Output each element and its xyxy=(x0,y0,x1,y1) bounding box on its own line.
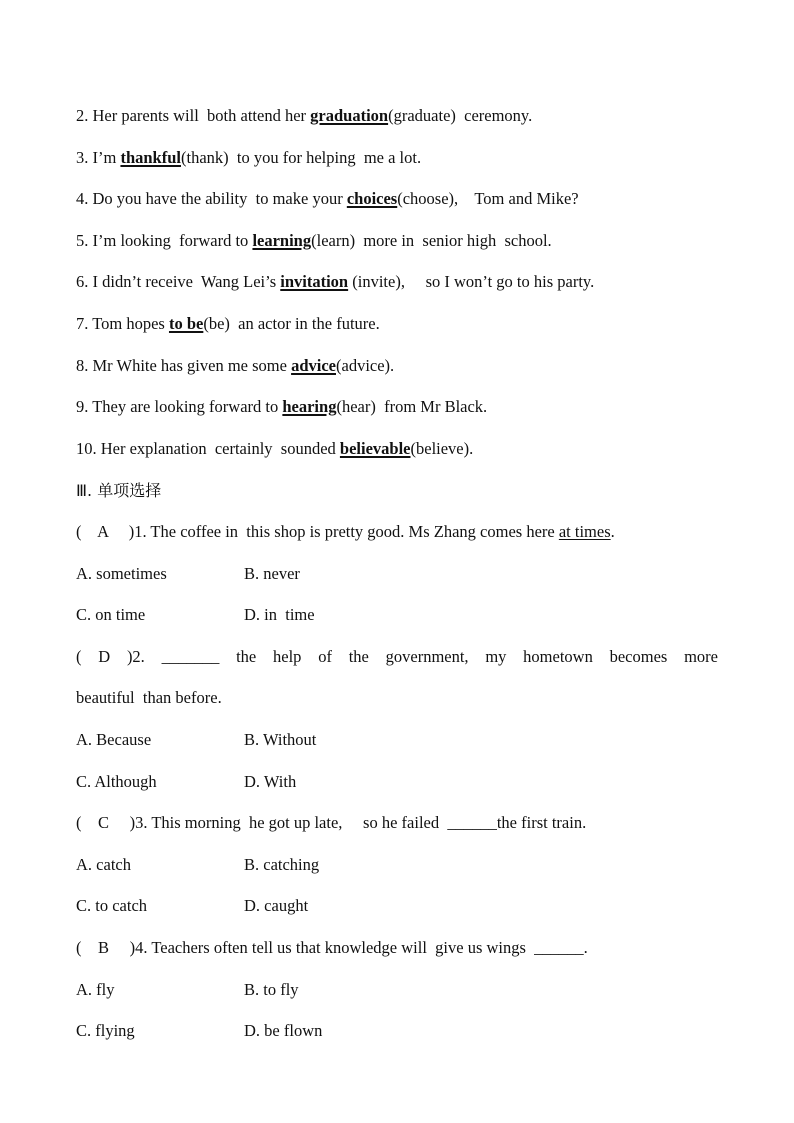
fill-item: 4. Do you have the ability to make your choices(choose), Tom and Mike? xyxy=(76,189,579,208)
option-a: A. Because xyxy=(76,730,152,749)
option-a: A. fly xyxy=(76,980,115,999)
fill-item: 5. I’m looking forward to learning(learn) more in senior high school. xyxy=(76,231,552,250)
answer: hearing xyxy=(282,397,337,416)
fill-item: 2. Her parents will both attend her graduation(graduate) ceremony. xyxy=(76,106,533,125)
option-a: A. sometimes xyxy=(76,564,167,583)
question-stem: ( A )1. The coffee in this shop is pretty good. Ms Zhang comes here at times. xyxy=(76,522,615,541)
option-d: D. be flown xyxy=(244,1021,323,1040)
underlined-phrase: at times xyxy=(558,522,611,541)
option-c: C. on time xyxy=(76,605,146,624)
section-heading: Ⅲ. 单项选择 xyxy=(76,481,162,500)
answer: graduation xyxy=(310,106,389,125)
option-d: D. With xyxy=(244,772,297,791)
question-stem-continued: beautiful than before. xyxy=(76,688,222,707)
question-stem: ( C )3. This morning he got up late, so he failed ______the first train. xyxy=(76,813,587,832)
answer: believable xyxy=(339,439,411,458)
option-d: D. caught xyxy=(244,896,309,915)
fill-item: 3. I’m thankful(thank) to you for helping me a lot. xyxy=(76,148,422,167)
option-c: C. Although xyxy=(76,772,157,791)
fill-item: 7. Tom hopes to be(be) an actor in the future. xyxy=(76,314,380,333)
option-d: D. in time xyxy=(244,605,315,624)
answer: thankful xyxy=(120,148,181,167)
answer: to be xyxy=(168,314,204,333)
question-stem: ( D )2. _______ the help of the government, my hometown becomes more xyxy=(76,647,718,666)
fill-item: 8. Mr White has given me some advice(advice). xyxy=(76,356,395,375)
fill-item: 10. Her explanation certainly sounded believable(believe). xyxy=(76,439,474,458)
answer: learning xyxy=(252,231,312,250)
fill-item: 6. I didn’t receive Wang Lei’s invitation (invite), so I won’t go to his party. xyxy=(76,272,595,291)
option-b: B. never xyxy=(244,564,300,583)
answer: advice xyxy=(291,356,336,375)
answer: invitation xyxy=(280,272,349,291)
option-b: B. catching xyxy=(244,855,320,874)
answer: choices xyxy=(346,189,398,208)
fill-item: 9. They are looking forward to hearing(hear) from Mr Black. xyxy=(76,397,488,416)
option-a: A. catch xyxy=(76,855,131,874)
question-stem: ( B )4. Teachers often tell us that knowledge will give us wings ______. xyxy=(76,938,588,957)
option-b: B. to fly xyxy=(244,980,299,999)
option-c: C. flying xyxy=(76,1021,135,1040)
option-c: C. to catch xyxy=(76,896,148,915)
option-b: B. Without xyxy=(244,730,317,749)
